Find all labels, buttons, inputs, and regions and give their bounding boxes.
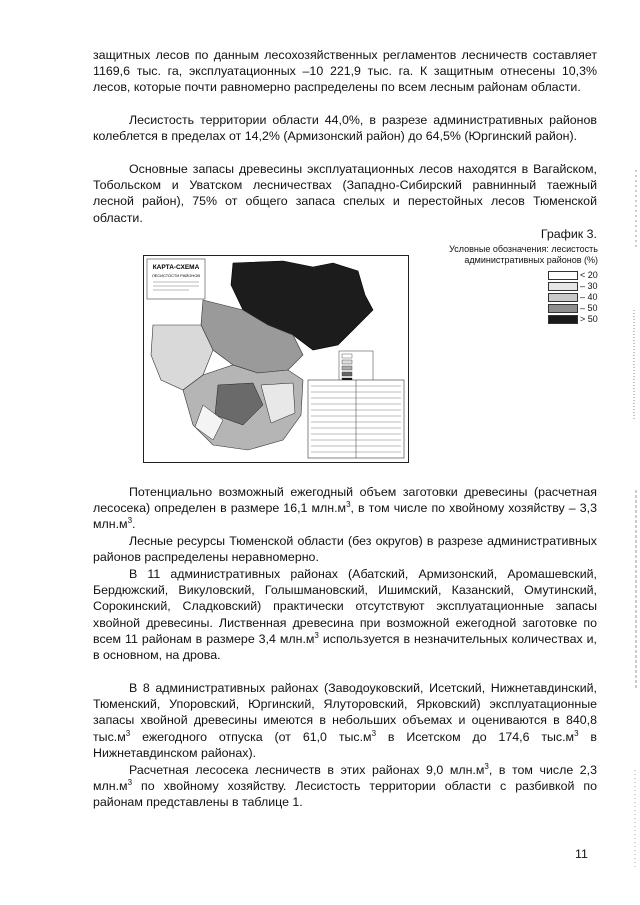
text-segment: Расчетная лесосека лесничеств в этих районах 9,0 млн.м (129, 763, 485, 777)
superscript: 3 (484, 761, 489, 771)
legend-label: < 20 (580, 270, 598, 280)
forest-cover-map (143, 255, 409, 463)
paragraph-timber-reserves: Основные запасы древесины эксплуатационных лесов находятся в Вагайском, Тобольском и Уватском лесничествах (Западно-Сибирский равнинный таежный лесной район), 75% от общего запаса спелых и перестойных лесов Тюменской области. (93, 162, 597, 225)
figure-caption: График 3. (540, 227, 597, 241)
superscript: 3 (346, 500, 351, 510)
legend-rows (548, 270, 598, 325)
legend-heading: Условные обозначения: лесистость административных районов (%) (449, 244, 598, 265)
scan-edge-marks (630, 170, 640, 890)
legend-swatch (548, 315, 578, 324)
legend-row-gt50 (548, 314, 598, 325)
superscript: 3 (127, 778, 133, 788)
superscript: 3 (574, 728, 579, 738)
text-segment: ежегодного отпуска (от 61,0 тыс.м (130, 729, 372, 744)
superscript: 3 (314, 630, 319, 640)
paragraph-estimated-cut (93, 762, 597, 811)
legend-swatch (548, 304, 578, 313)
text-segment: в Исетском до 174,6 тыс.м (376, 729, 575, 744)
map-title: КАРТА-СХЕМА (152, 264, 200, 271)
legend-swatch (548, 293, 578, 302)
paragraph-protective-forests: защитных лесов по данным лесохозяйственных регламентов лесничеств составляет 1169,6 тыс. га, эксплуатационных –10 221,9 тыс. га. К защитным отнесены 10,3% лесов, которые почти равномерно распределены по всем лесным районам области. (93, 48, 597, 95)
legend-swatch (548, 282, 578, 291)
text-segment: В 11 административных районах (Абатский, Армизонский, Аромашевский, Бердюжский, Викуловский, Голышмановский, Ишимский, Казанский, Омутинский, Сорокинский, Сладковский) практически отсутствуют эксплуатационные запасы хвойной древесины. Лиственная древесина при возможной ежегодной заготовке по всем 11 районам в размере 3,4 млн.м (93, 567, 597, 646)
paragraph-8-districts (93, 680, 597, 761)
text-segment: в Нижнетавдинском районах). (93, 729, 597, 760)
legend-swatch (548, 271, 578, 280)
page-number: 11 (575, 847, 588, 861)
superscript: 3 (127, 516, 133, 526)
superscript: 3 (371, 728, 377, 738)
map-legend (415, 244, 598, 324)
text-segment: используется в незначительных количествах и, в основном, на дрова. (93, 631, 597, 663)
text-segment: , в том числе 2,3 млн.м (93, 763, 597, 794)
paragraph-allowable-cut (93, 484, 597, 533)
legend-label: > 50 (580, 314, 598, 324)
superscript: 3 (125, 728, 131, 738)
text-segment: Потенциально возможный ежегодный объем заготовки древесины (расчетная лесосека) определен в размере 16,1 млн.м (93, 485, 597, 516)
paragraph-forest-cover: Лесистость территории области 44,0%, в разрезе административных районов колеблется в пределах от 14,2% (Армизонский район) до 64,5% (Юргинский район). (93, 113, 597, 144)
map-subtitle: ЛЕСИСТОСТИ РАЙОНОВ (151, 273, 201, 278)
text-segment: , в том числе по хвойному хозяйству – 3,3 млн.м (93, 501, 597, 532)
legend-row-40 (548, 292, 598, 303)
legend-row-lt20 (548, 270, 598, 281)
text-segment: по хвойному хозяйству. Лесистость территории области с разбивкой по районам представлены в таблице 1. (93, 779, 597, 810)
paragraph-forest-resources: Лесные ресурсы Тюменской области (без округов) в разрезе административных районов распределены неравномерно. (93, 534, 597, 565)
text-segment: . (132, 517, 136, 532)
text-segment: В 8 административных районах (Заводоуковский, Исетский, Нижнетавдинский, Тюменский, Упоровский, Юргинский, Ялуторовский, Ярковский) эксплуатационные запасы хвойной древесины имеются в небольших объемах и оцениваются в 840,8 тыс.м (93, 681, 597, 744)
legend-row-30 (548, 281, 598, 292)
legend-label: – 30 (580, 281, 598, 291)
legend-row-50 (548, 303, 598, 314)
legend-label: – 50 (580, 303, 598, 313)
legend-label: – 40 (580, 292, 598, 302)
paragraph-11-districts (93, 566, 597, 663)
